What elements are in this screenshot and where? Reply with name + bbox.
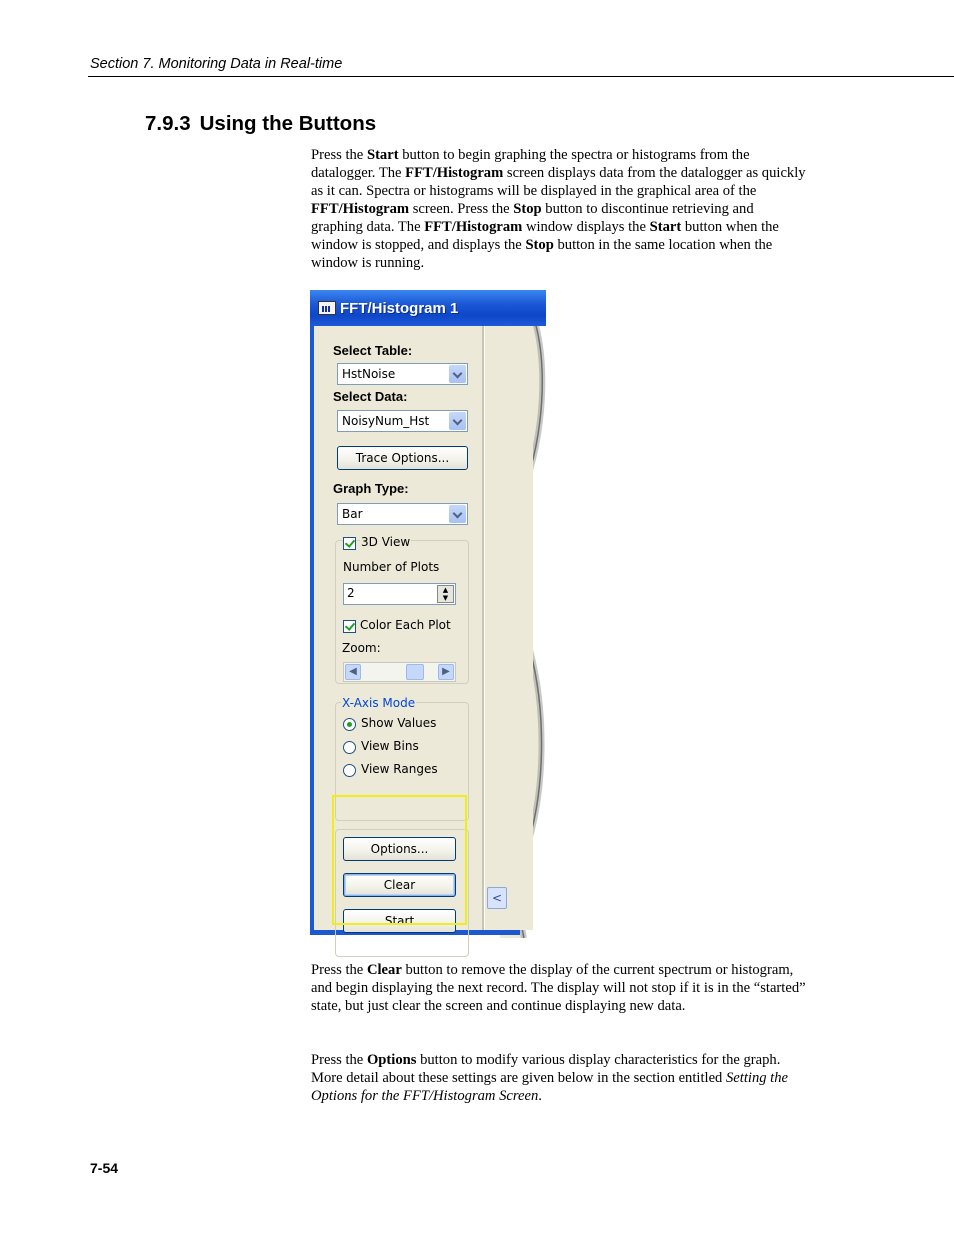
- text-run: screen. Press the: [409, 201, 514, 217]
- bold-term: Options: [366, 1052, 417, 1068]
- graph-type-value: Bar: [342, 507, 363, 521]
- text-run: Press the: [311, 147, 367, 163]
- chevron-left-icon[interactable]: <: [487, 887, 507, 909]
- histogram-window-icon: [318, 301, 336, 315]
- view-bins-radio[interactable]: [343, 741, 356, 754]
- color-each-plot-label: Color Each Plot: [360, 618, 451, 632]
- bold-term: Start: [649, 219, 682, 235]
- select-table-dropdown[interactable]: [337, 363, 468, 385]
- x-axis-mode-label: X-Axis Mode: [342, 696, 416, 710]
- page-header: Section 7. Monitoring Data in Real-time: [90, 56, 343, 72]
- text-run: Press the: [311, 1052, 367, 1068]
- paragraph-clear: [311, 961, 807, 1015]
- text-run: button to begin graphing the spectra or histograms from the datalogger. The: [311, 147, 750, 181]
- 3d-view-label: 3D View: [361, 535, 411, 549]
- chevron-down-icon[interactable]: [449, 365, 466, 383]
- text-run: button to remove the display of the current spectrum or histogram, and begin displaying the next record. The display will not stop if it is in the “started” state, but just clear the screen and continue displaying new data.: [311, 962, 806, 1014]
- text-run: button in the same location when the window is running.: [311, 237, 773, 271]
- text-run: button to discontinue retrieving and graphing data. The: [311, 201, 754, 235]
- header-rule: [88, 76, 954, 77]
- page-number: 7-54: [90, 1160, 119, 1176]
- window-title: FFT/Histogram 1: [340, 300, 459, 317]
- chevron-down-icon[interactable]: [449, 412, 466, 430]
- paragraph-start-stop: [311, 146, 807, 272]
- trace-options-button[interactable]: Trace Options...: [337, 446, 468, 470]
- bold-term: Stop: [513, 201, 542, 217]
- bold-term: Clear: [366, 962, 402, 978]
- zoom-scroll-thumb[interactable]: [406, 664, 424, 680]
- view-bins-label: View Bins: [361, 739, 419, 753]
- color-each-plot-checkbox[interactable]: [343, 620, 356, 633]
- scroll-left-icon[interactable]: ◀: [345, 664, 361, 680]
- bold-term: FFT/Histogram: [424, 219, 523, 235]
- buttons-highlight-box: [332, 795, 467, 925]
- number-of-plots-spinner[interactable]: [343, 583, 456, 605]
- graph-type-dropdown[interactable]: [337, 503, 468, 525]
- show-values-label: Show Values: [361, 716, 437, 730]
- zoom-scrollbar[interactable]: [343, 662, 456, 682]
- options-button[interactable]: Options...: [343, 837, 456, 861]
- section-title: Using the Buttons: [199, 112, 377, 135]
- bold-term: Stop: [525, 237, 554, 253]
- view-ranges-label: View Ranges: [361, 762, 438, 776]
- select-data-label: Select Data:: [333, 389, 408, 404]
- text-run: Press the: [311, 962, 367, 978]
- window-title-bar[interactable]: [310, 290, 546, 326]
- clear-button[interactable]: Clear: [343, 873, 456, 897]
- bold-term: Start: [366, 147, 399, 163]
- bold-term: FFT/Histogram: [311, 201, 410, 217]
- italic-reference: Setting the Options for the FFT/Histogram Screen: [311, 1070, 789, 1104]
- view-ranges-radio[interactable]: [343, 764, 356, 777]
- paragraph-options: [311, 1051, 807, 1105]
- number-of-plots-value: 2: [347, 586, 355, 600]
- text-run: screen displays data from the datalogger as quickly as it can. Spectra or histograms will be displayed in the graphical area of the: [311, 165, 806, 199]
- select-table-label: Select Table:: [333, 343, 413, 358]
- select-table-value: HstNoise: [342, 367, 396, 381]
- section-heading: [145, 112, 376, 136]
- chevron-down-icon[interactable]: [449, 505, 466, 523]
- select-data-dropdown[interactable]: [337, 410, 468, 432]
- text-run: .: [538, 1088, 542, 1104]
- text-run: window displays the: [522, 219, 650, 235]
- show-values-radio[interactable]: [343, 718, 356, 731]
- fft-histogram-window-screenshot: [310, 290, 546, 938]
- zoom-label: Zoom:: [342, 641, 381, 655]
- select-data-value: NoisyNum_Hst: [342, 414, 430, 428]
- 3d-view-checkbox[interactable]: [343, 537, 356, 550]
- number-of-plots-label: Number of Plots: [343, 560, 440, 574]
- graph-type-label: Graph Type:: [333, 481, 409, 496]
- text-run: button to modify various display characteristics for the graph. More detail about these settings are given below in the section entitled: [311, 1052, 781, 1086]
- scroll-right-icon[interactable]: ▶: [438, 664, 454, 680]
- graph-area: [485, 326, 533, 930]
- bold-term: FFT/Histogram: [405, 165, 504, 181]
- spinner-arrows-icon[interactable]: ▲ ▼: [437, 585, 454, 603]
- text-run: button when the window is stopped, and displays the: [311, 219, 779, 253]
- section-number: 7.9.3: [145, 112, 191, 135]
- start-button[interactable]: Start: [343, 909, 456, 933]
